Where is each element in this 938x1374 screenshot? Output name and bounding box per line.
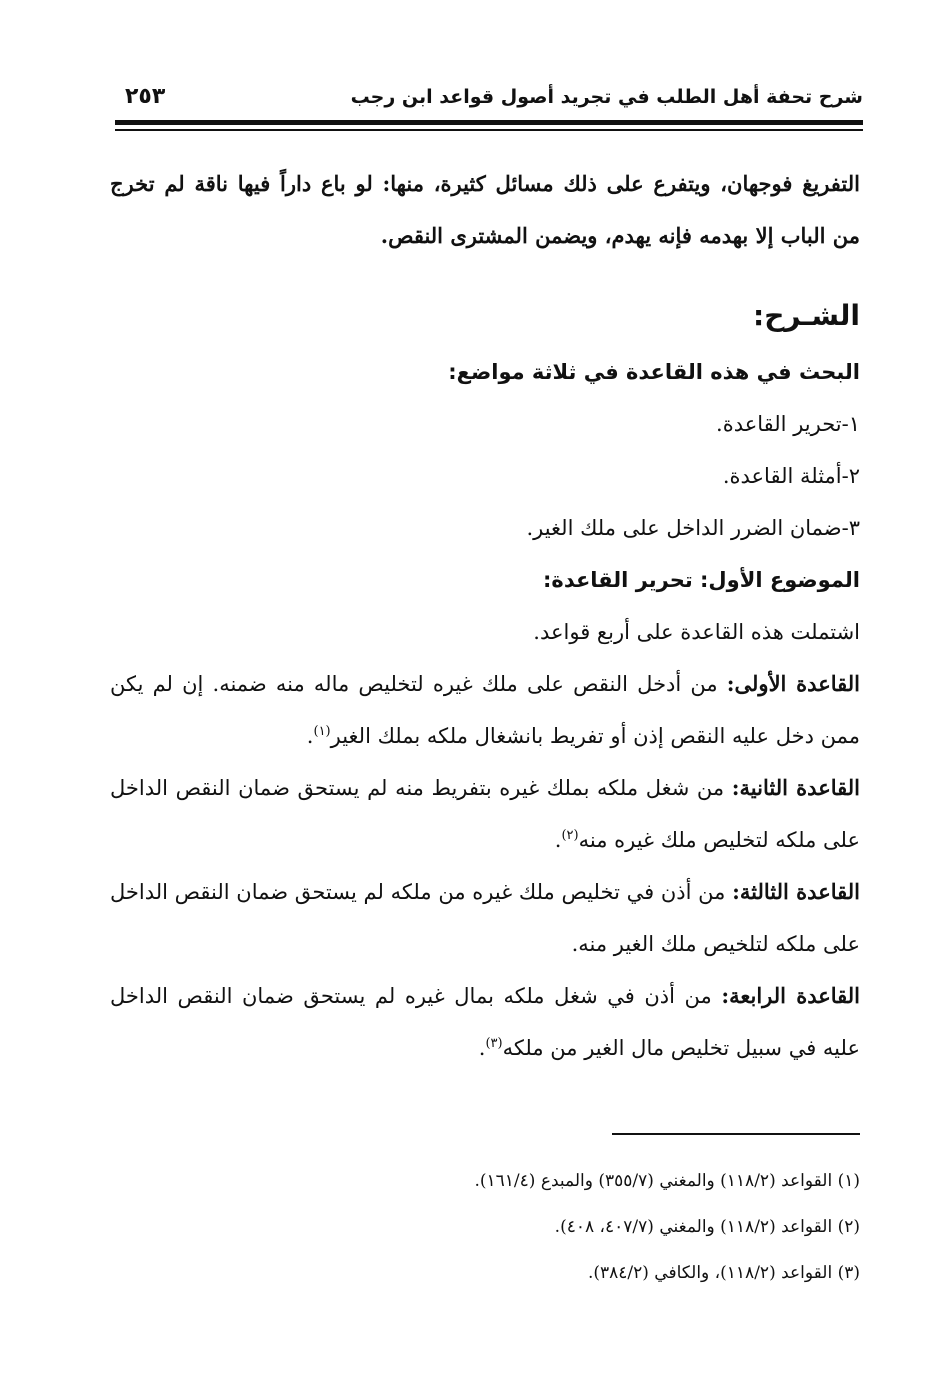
rule-text: من أذن في شغل ملكه بمال غيره لم يستحق ضمان النقص الداخل عليه في سبيل تخليص مال الغير من ملكه [110, 984, 860, 1060]
rule-label: القاعدة الرابعة: [721, 983, 861, 1008]
footnote: (١) القواعد (١١٨/٢) والمغني (٣٥٥/٧) والمبدع (١٦١/٤). [474, 1171, 860, 1191]
rule-label: القاعدة الثانية: [731, 775, 860, 800]
page-header [115, 82, 863, 122]
rule-end: . [478, 1036, 486, 1060]
rule-end: . [554, 828, 562, 852]
footnote-ref[interactable]: (١) [313, 724, 331, 739]
rule-end: . [306, 724, 314, 748]
rule-label: القاعدة الثالثة: [732, 879, 860, 904]
rule-text: من شغل ملكه بملك غيره بتفريط منه لم يستحق ضمان النقص الداخل على ملكه لتخليص ملك غيره منه [110, 776, 860, 852]
rule-paragraph [110, 658, 860, 762]
mawdu-heading: الموضوع الأول: تحرير القاعدة: [543, 568, 860, 592]
sharh-heading: الشـرح: [753, 299, 860, 332]
footnote-ref[interactable]: (٣) [485, 1036, 503, 1051]
rule-paragraph [110, 762, 860, 866]
list-item: ٢-أمثلة القاعدة. [722, 464, 860, 488]
page-body [110, 158, 860, 1074]
header-rule-thick [115, 120, 863, 125]
footnote-ref[interactable]: (٢) [561, 828, 579, 843]
rule-paragraph [110, 970, 860, 1074]
page-number: ٢٥٣ [125, 84, 166, 109]
footnotes [110, 1158, 860, 1296]
footnote-separator [612, 1133, 860, 1135]
rule-text: من أدخل النقص على ملك غيره لتخليص ماله منه ضمنه. إن لم يكن ممن دخل عليه النقص إذن أو تفريط بانشغال ملكه بملك الغير [110, 672, 860, 748]
rule-text: من أذن في تخليص ملك غيره من ملكه لم يستحق ضمان النقص الداخل على ملكه لتلخيص ملك الغير منه. [110, 880, 860, 956]
ishtamalat-line: اشتملت هذه القاعدة على أربع قواعد. [533, 620, 860, 644]
footnote: (٣) القواعد (١١٨/٢)، والكافي (٣٨٤/٢). [587, 1263, 860, 1283]
footnote: (٢) القواعد (١١٨/٢) والمغني (٤٠٧/٧، ٤٠٨). [554, 1217, 860, 1237]
list-item: ١-تحرير القاعدة. [716, 412, 860, 436]
rule-label: القاعدة الأولى: [726, 671, 860, 696]
list-item: ٣-ضمان الضرر الداخل على ملك الغير. [526, 516, 860, 540]
running-title: شرح تحفة أهل الطلب في تجريد أصول قواعد ابن رجب [350, 86, 863, 108]
rule-paragraph [110, 866, 860, 970]
intro-paragraph: التفريغ فوجهان، ويتفرع على ذلك مسائل كثيرة، منها: لو باع داراً فيها ناقة لم تخرج من الباب إلا بهدمه فإنه يهدم، ويضمن المشترى النقص. [110, 171, 860, 248]
bahth-heading: البحث في هذه القاعدة في ثلاثة مواضع: [448, 360, 860, 384]
header-rule-thin [115, 129, 863, 131]
